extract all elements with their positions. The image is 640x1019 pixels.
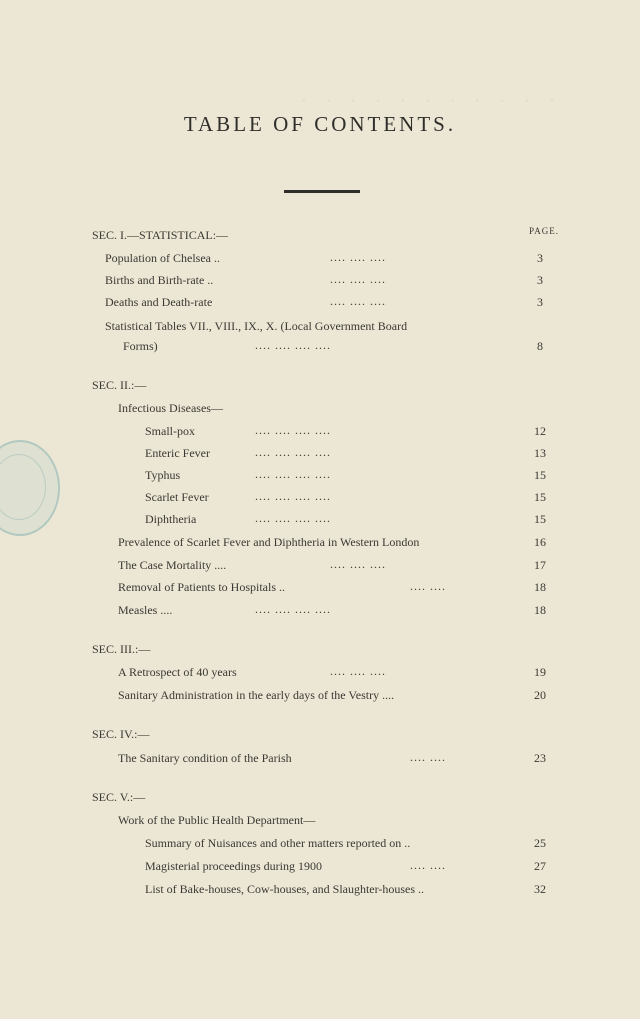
leader-dots: .... .... .... xyxy=(330,272,386,286)
toc-entry: The Case Mortality .... xyxy=(118,558,227,572)
leader-dots: .... .... .... .... xyxy=(255,467,331,481)
page-number: 15 xyxy=(534,512,546,526)
page-number: 20 xyxy=(534,688,546,702)
leader-dots: .... .... .... xyxy=(330,664,386,678)
toc-entry-continuation: Forms) xyxy=(123,339,158,353)
section-subheading: Work of the Public Health Department— xyxy=(118,813,316,827)
page-number: 32 xyxy=(534,882,546,896)
page-column-header: PAGE. xyxy=(529,226,559,236)
toc-entry: Small-pox xyxy=(145,424,195,438)
page-number: 27 xyxy=(534,859,546,873)
leader-dots: .... .... .... xyxy=(330,250,386,264)
toc-entry: Diphtheria xyxy=(145,512,197,526)
page-number: 3 xyxy=(537,273,543,287)
section-heading: SEC. II.:— xyxy=(92,378,147,392)
page-number: 13 xyxy=(534,446,546,460)
toc-entry: A Retrospect of 40 years xyxy=(118,665,237,679)
page-number: 3 xyxy=(537,251,543,265)
section-heading: SEC. III.:— xyxy=(92,642,151,656)
page-number: 15 xyxy=(534,468,546,482)
leader-dots: .... .... .... .... xyxy=(255,423,331,437)
page-number: 15 xyxy=(534,490,546,504)
leader-dots: .... .... .... .... xyxy=(255,445,331,459)
toc-entry: Measles .... xyxy=(118,603,173,617)
toc-entry: Population of Chelsea .. xyxy=(105,251,220,265)
bleed-through-text: · · · · · · · · · · · xyxy=(300,88,562,113)
toc-entry: Typhus xyxy=(145,468,181,482)
leader-dots: .... .... xyxy=(410,579,446,593)
page-number: 3 xyxy=(537,295,543,309)
toc-entry: Births and Birth-rate .. xyxy=(105,273,214,287)
section-heading: SEC. I.—STATISTICAL:— xyxy=(92,228,229,242)
page-number: 23 xyxy=(534,751,546,765)
leader-dots: .... .... xyxy=(410,750,446,764)
page-number: 8 xyxy=(537,339,543,353)
toc-entry: List of Bake-houses, Cow-houses, and Slaughter-houses .. xyxy=(145,882,425,896)
section-heading: SEC. V.:— xyxy=(92,790,146,804)
library-stamp xyxy=(0,440,60,536)
toc-entry: Prevalence of Scarlet Fever and Diphtheria in Western London xyxy=(118,535,420,549)
leader-dots: .... .... .... .... xyxy=(255,602,331,616)
leader-dots: .... .... xyxy=(410,858,446,872)
leader-dots: .... .... .... .... xyxy=(255,338,331,352)
toc-entry: Statistical Tables VII., VIII., IX., X. (Local Government Board xyxy=(105,319,408,333)
library-stamp-inner xyxy=(0,454,46,520)
title-rule xyxy=(284,190,360,193)
leader-dots: .... .... .... .... xyxy=(255,511,331,525)
section-heading: SEC. IV.:— xyxy=(92,727,150,741)
page-number: 17 xyxy=(534,558,546,572)
toc-entry: Scarlet Fever xyxy=(145,490,209,504)
page-number: 19 xyxy=(534,665,546,679)
toc-entry: The Sanitary condition of the Parish xyxy=(118,751,292,765)
page-number: 25 xyxy=(534,836,546,850)
leader-dots: .... .... .... xyxy=(330,557,386,571)
page-number: 12 xyxy=(534,424,546,438)
section-subheading: Infectious Diseases— xyxy=(118,401,223,415)
toc-entry: Removal of Patients to Hospitals .. xyxy=(118,580,285,594)
toc-entry: Magisterial proceedings during 1900 xyxy=(145,859,322,873)
page-number: 18 xyxy=(534,603,546,617)
toc-entry: Deaths and Death-rate xyxy=(105,295,213,309)
toc-entry: Enteric Fever xyxy=(145,446,210,460)
toc-entry: Summary of Nuisances and other matters reported on .. xyxy=(145,836,411,850)
toc-entry: Sanitary Administration in the early days of the Vestry .... xyxy=(118,688,395,702)
leader-dots: .... .... .... .... xyxy=(255,489,331,503)
leader-dots: .... .... .... xyxy=(330,294,386,308)
page-number: 16 xyxy=(534,535,546,549)
page-title: TABLE OF CONTENTS. xyxy=(183,112,457,136)
page-number: 18 xyxy=(534,580,546,594)
